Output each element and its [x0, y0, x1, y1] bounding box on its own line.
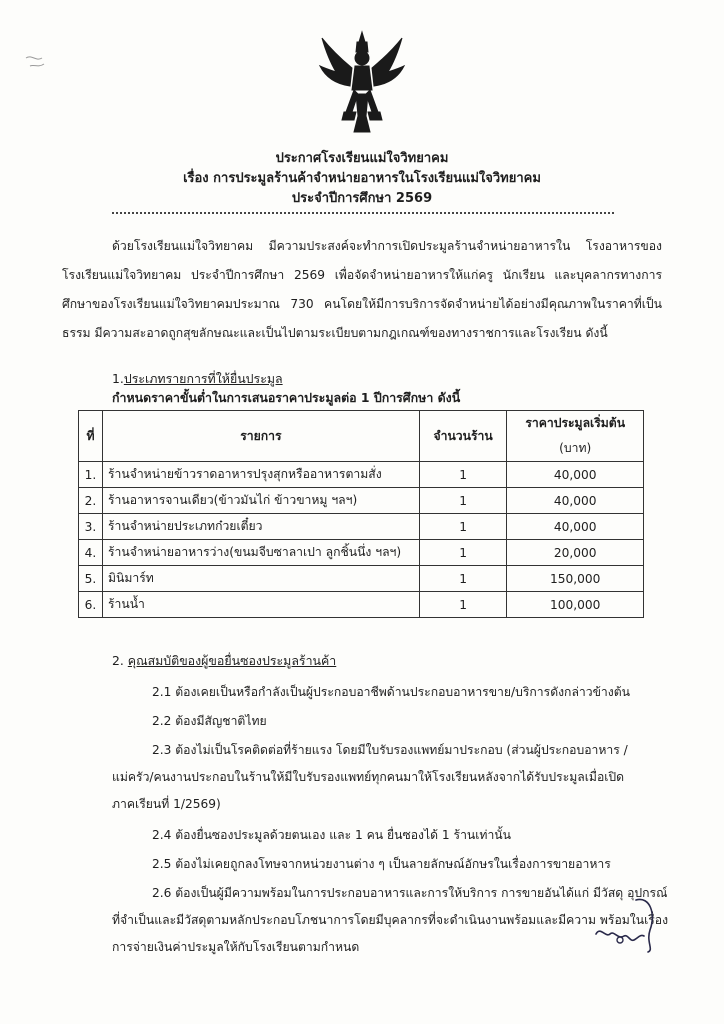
bid-price-table	[78, 410, 644, 618]
col-header-item: รายการ	[102, 411, 419, 462]
row-no: 2.	[79, 488, 103, 514]
qualification-2-6-line1: 2.6 ต้องเป็นผู้มีความพร้อมในการประกอบอาหารและการให้บริการ การขายอันได้แก่ มีวัสดุ อุปกรณ์	[152, 886, 668, 900]
row-count: 1	[419, 592, 507, 618]
dotted-divider	[112, 212, 614, 214]
row-no: 3.	[79, 514, 103, 540]
table-row	[79, 592, 644, 618]
table-row	[79, 488, 644, 514]
table-row	[79, 566, 644, 592]
row-item: ร้านจำหน่ายอาหารว่าง(ขนมจีบซาลาเปา ลูกชิ้นนึ่ง ฯลฯ)	[102, 540, 419, 566]
table-row	[79, 462, 644, 488]
table-header-row	[79, 411, 644, 437]
section2-heading	[112, 652, 336, 670]
row-no: 5.	[79, 566, 103, 592]
pen-scribble-mark	[22, 48, 62, 78]
section1-subtitle: กำหนดราคาขั้นต่ำในการเสนอราคาประมูลต่อ 1 ปีการศึกษา ดังนี้	[112, 390, 461, 405]
section1-number: 1.	[112, 371, 124, 386]
row-price: 40,000	[507, 462, 644, 488]
academic-year-line: ประจำปีการศึกษา 2569	[291, 191, 433, 206]
qualification-2-3-line2: แม่ครัว/คนงานประกอบในร้านให้มีใบรับรองแพทย์ทุกคนมาให้โรงเรียนหลังจากได้รับประมูลเมื่อเปิด	[112, 770, 625, 784]
garuda-emblem-icon	[316, 28, 408, 138]
row-price: 40,000	[507, 514, 644, 540]
col-header-count: จำนวนร้าน	[419, 411, 507, 462]
row-price: 40,000	[507, 488, 644, 514]
intro-paragraph: ด้วยโรงเรียนแม่ใจวิทยาคม มีความประสงค์จะทำการเปิดประมูลร้านจำหน่ายอาหารใน โรงอาหารของโรงเรียนแม่ใจวิทยาคม ประจำปีการศึกษา 2569 เพื่อจัดจำหน่ายอาหารให้แก่ครู นักเรียน และบุคลากรทางการศึกษาของโรงเรียนแม่ใจวิทยาคมประมาณ 730 คนโดยให้มีการบริการจัดจำหน่ายได้อย่างมีคุณภาพในราคาที่เป็นธรรม มีความสะอาดถูกสุขลักษณะและเป็นไปตามระเบียบตามกฎเกณฑ์ของทางราชการและโรงเรียน ดังนี้	[62, 239, 662, 340]
qualification-2-6-line2: ที่จำเป็นและมีวัสดุตามหลักประกอบโภชนาการโดยมีบุคลากรที่จะดำเนินงานพร้อมและมีความ พร้อมในเรื่อง	[112, 913, 669, 927]
row-count: 1	[419, 462, 507, 488]
qualification-2-5: 2.5 ต้องไม่เคยถูกลงโทษจากหน่วยงานต่าง ๆ เป็นลายลักษณ์อักษรในเรื่องการขายอาหาร	[152, 857, 611, 871]
qualification-2-1: 2.1 ต้องเคยเป็นหรือกำลังเป็นผู้ประกอบอาชีพด้านประกอบอาหารขาย/บริการดังกล่าวข้างต้น	[152, 685, 630, 699]
row-item: ร้านอาหารจานเดียว(ข้าวมันไก่ ข้าวขาหมู ฯลฯ)	[102, 488, 419, 514]
qualification-2-2: 2.2 ต้องมีสัญชาติไทย	[152, 714, 267, 728]
announcement-subject: เรื่อง การประมูลร้านค้าจำหน่ายอาหารในโรงเรียนแม่ใจวิทยาคม	[183, 171, 541, 186]
col-header-price-unit: (บาท)	[507, 436, 644, 462]
row-no: 1.	[79, 462, 103, 488]
section1-heading	[112, 370, 283, 388]
row-item: ร้านจำหน่ายประเภทก๋วยเตี๋ยว	[102, 514, 419, 540]
row-no: 4.	[79, 540, 103, 566]
section2-title: คุณสมบัติของผู้ขอยื่นซองประมูลร้านค้า	[127, 653, 337, 668]
row-price: 150,000	[507, 566, 644, 592]
row-count: 1	[419, 488, 507, 514]
table-row	[79, 540, 644, 566]
row-no: 6.	[79, 592, 103, 618]
section2-number: 2.	[112, 653, 124, 668]
row-count: 1	[419, 566, 507, 592]
qualification-2-3-line1: 2.3 ต้องไม่เป็นโรคติดต่อที่ร้ายแรง โดยมีใบรับรองแพทย์มาประกอบ (ส่วนผู้ประกอบอาหาร /	[152, 743, 628, 757]
row-count: 1	[419, 514, 507, 540]
row-price: 100,000	[507, 592, 644, 618]
row-count: 1	[419, 540, 507, 566]
row-price: 20,000	[507, 540, 644, 566]
announcement-title: ประกาศโรงเรียนแม่ใจวิทยาคม	[275, 151, 449, 166]
col-header-no: ที่	[79, 411, 103, 462]
section1-title: ประเภทรายการที่ให้ยื่นประมูล	[123, 371, 283, 386]
row-item: ร้านจำหน่ายข้าวราดอาหารปรุงสุกหรืออาหารตามสั่ง	[102, 462, 419, 488]
qualification-2-4: 2.4 ต้องยื่นซองประมูลด้วยตนเอง และ 1 คน ยื่นซองได้ 1 ร้านเท่านั้น	[152, 828, 511, 842]
row-item: ร้านน้ำ	[102, 592, 419, 618]
handwritten-signature	[590, 890, 670, 960]
row-item: มินิมาร์ท	[102, 566, 419, 592]
qualification-2-6-line3: การจ่ายเงินค่าประมูลให้กับโรงเรียนตามกำหนด	[112, 940, 360, 954]
qualification-2-3-line3: ภาคเรียนที่ 1/2569)	[112, 797, 221, 811]
col-header-price: ราคาประมูลเริ่มต้น	[507, 411, 644, 437]
table-row	[79, 514, 644, 540]
